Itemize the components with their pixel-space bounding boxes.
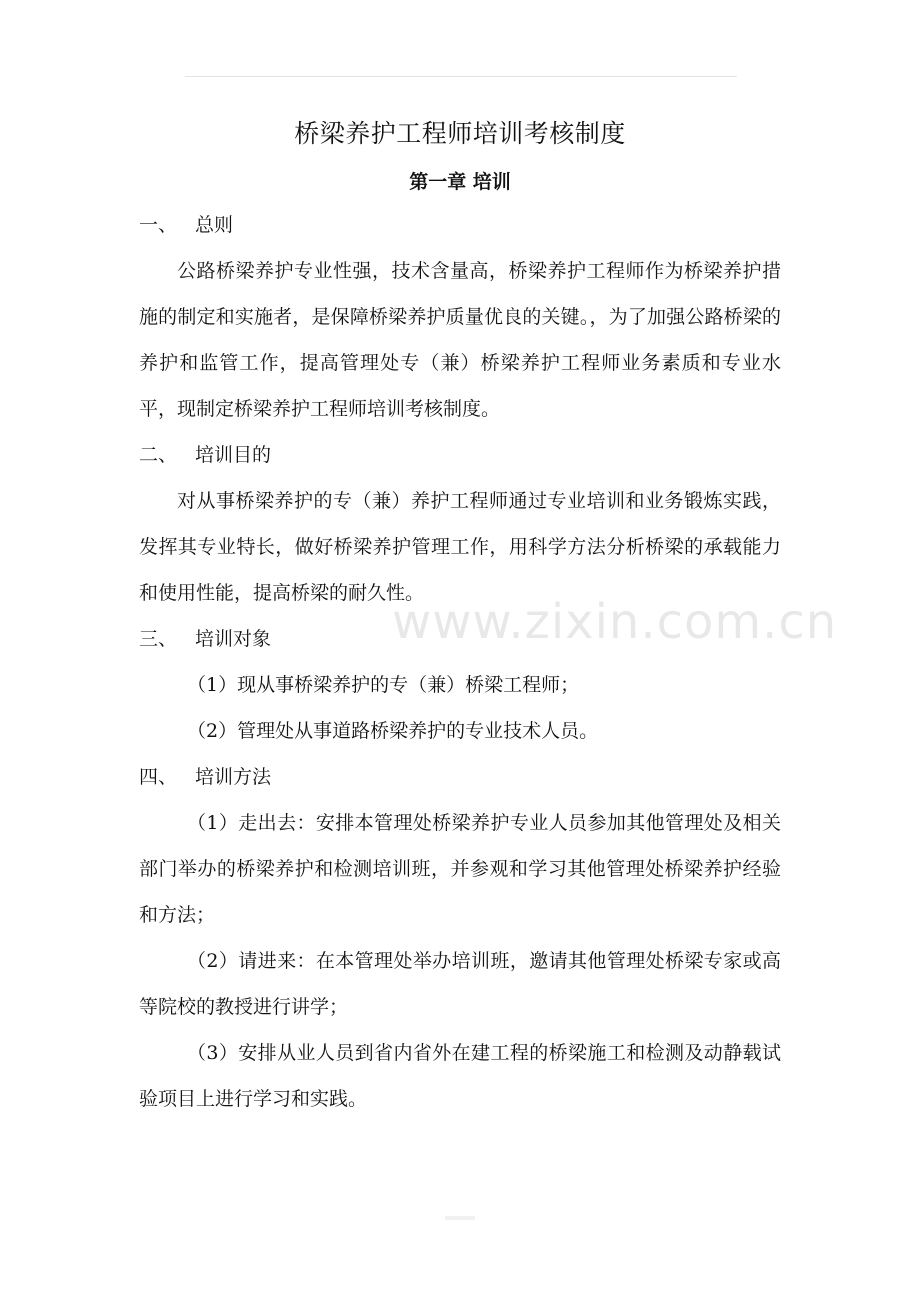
section-heading-audience: [139, 616, 781, 662]
section-title: 培训目的: [195, 444, 272, 466]
footer-mark: [445, 1216, 475, 1220]
section-number: 二、: [139, 444, 178, 466]
section-title: 培训方法: [195, 766, 272, 788]
list-item: （3）安排从业人员到省内省外在建工程的桥梁施工和检测及动静载试验项目上进行学习和实践。: [139, 1042, 781, 1110]
paragraph: 公路桥梁养护专业性强，技术含量高，桥梁养护工程师作为桥梁养护措施的制定和实施者，是保障桥梁养护质量优良的关键。，为了加强公路桥梁的养护和监管工作，提高管理处专（兼）桥梁养护工程师业务素质和专业水平，现制定桥梁养护工程师培训考核制度。: [139, 260, 781, 420]
chapter-title: 第一章 培训: [409, 171, 511, 193]
watermark: www.zixin.com.cn: [392, 594, 838, 650]
list-item: （1）走出去：安排本管理处桥梁养护专业人员参加其他管理处及相关部门举办的桥梁养护和检测培训班，并参观和学习其他管理处桥梁养护经验和方法；: [139, 812, 781, 926]
section-number: 一、: [139, 214, 178, 236]
list-item: （2）管理处从事道路桥梁养护的专业技术人员。: [187, 720, 599, 742]
section-heading-general: [139, 202, 781, 248]
section-title: 总则: [195, 214, 234, 236]
section-number: 三、: [139, 628, 178, 650]
document-title: 桥梁养护工程师培训考核制度: [294, 119, 626, 148]
document-page: [139, 110, 781, 1122]
header-rule: [185, 76, 737, 77]
paragraph: 对从事桥梁养护的专（兼）养护工程师通过专业培训和业务锻炼实践，发挥其专业特长，做好桥梁养护管理工作，用科学方法分析桥梁的承载能力和使用性能，提高桥梁的耐久性。: [139, 490, 781, 604]
section-heading-purpose: [139, 432, 781, 478]
section-heading-methods: [139, 754, 781, 800]
section-number: 四、: [139, 766, 178, 788]
list-item: （2）请进来：在本管理处举办培训班，邀请其他管理处桥梁专家或高等院校的教授进行讲学；: [139, 950, 781, 1018]
section-title: 培训对象: [195, 628, 272, 650]
list-item: （1）现从事桥梁养护的专（兼）桥梁工程师；: [187, 674, 580, 696]
